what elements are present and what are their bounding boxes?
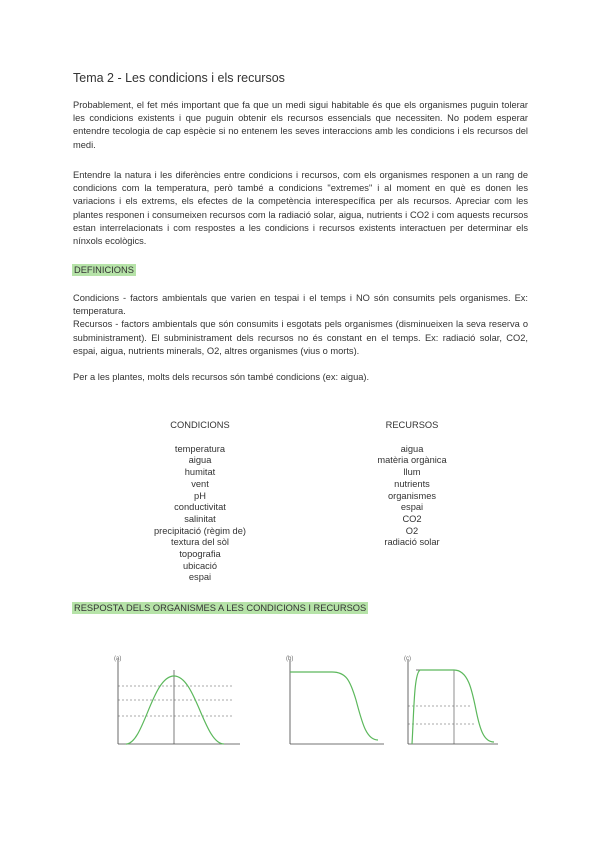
recurs-item: espai xyxy=(400,502,424,513)
condicio-item: vent xyxy=(191,478,209,489)
intro-text-1: Probablement, el fet més important que fa que un medi sigui habitable és que els organismes puguin tolerar les condicions existents i que puguin obtenir els recursos essencials que necessiten. No podem esperar entendre tecologia de cap espècie si no entenem les seves interaccions amb les condicions i els recursos del medi. xyxy=(73,100,528,150)
graph3-curve xyxy=(412,670,494,744)
recurs-item: radiació solar xyxy=(384,537,440,548)
condicions-column xyxy=(140,420,260,584)
graph-bell-curve xyxy=(114,656,240,744)
graph2-y-label: (b) xyxy=(286,656,294,662)
recurs-item: O2 xyxy=(405,525,419,536)
page-title: Tema 2 - Les condicions i els recursos xyxy=(73,71,285,85)
intro-paragraph-2 xyxy=(73,169,528,248)
definition-condicions: Condicions - factors ambientals que varien en tespai i el temps i NO són consumits pels organismes. Ex: temperatura. xyxy=(73,293,528,317)
graph-plateau-curve xyxy=(404,656,498,744)
definitions-block xyxy=(73,292,528,384)
response-graphs xyxy=(112,650,502,760)
condicio-item: topografia xyxy=(179,549,221,560)
condicio-item: salinitat xyxy=(184,513,216,524)
recursos-header: RECURSOS xyxy=(385,420,439,430)
condicio-item: precipitació (règim de) xyxy=(154,525,246,536)
recursos-list xyxy=(352,444,472,549)
graph3-y-label: (c) xyxy=(404,656,411,662)
recurs-item: matèria orgànica xyxy=(377,455,447,466)
definition-plantes: Per a les plantes, molts dels recursos són també condicions (ex: aigua). xyxy=(73,372,370,383)
intro-paragraph-1 xyxy=(73,99,528,152)
recursos-column xyxy=(352,420,472,549)
recurs-item: aigua xyxy=(400,443,424,454)
condicio-item: temperatura xyxy=(174,443,226,454)
recurs-item: organismes xyxy=(387,490,437,501)
definition-recursos: Recursos - factors ambientals que són consumits i esgotats pels organismes (disminueixen la seva reserva o subministrament). El subministrament dels recursos no és constant en el temps. Ex: radiació solar, CO2, espai, aigua, nutrients minerals, O2, altres organismes (vius o morts). xyxy=(73,319,528,356)
condicio-item: textura del sòl xyxy=(171,537,229,548)
intro-text-2: Entendre la natura i les diferències entre condicions i recursos, com els organismes responen a un rang de condicions com la temperatura, però també a condicions "extremes" i al moment en què es donen les variacions i els extrems, els efectes de la competència interespecífica per als recursos. Apreciar com les plantes responen i consumeixen recursos com la radiació solar, aigua, nutrients i CO2 i com aquests recursos estan interrelacionats i com respostes a les condicions i recursos existents interactuen per determinar els nínxols ecològics. xyxy=(73,170,528,247)
section-heading-resposta: RESPOSTA DELS ORGANISMES A LES CONDICIONS I RECURSOS xyxy=(74,603,367,613)
recurs-item: CO2 xyxy=(402,513,422,524)
condicio-item: humitat xyxy=(184,467,216,478)
condicions-list xyxy=(140,444,260,584)
condicio-item: ubicació xyxy=(182,560,218,571)
condicio-item: aigua xyxy=(188,455,212,466)
graph1-y-label: (a) xyxy=(114,656,122,662)
condicio-item: espai xyxy=(188,572,212,583)
condicions-header: CONDICIONS xyxy=(170,420,230,430)
condicio-item: pH xyxy=(194,490,206,501)
response-graphs-svg xyxy=(112,650,502,760)
recurs-item: nutrients xyxy=(394,478,430,489)
graph-decreasing-curve xyxy=(286,656,384,744)
section-heading-definicions: DEFINICIONS xyxy=(74,265,134,275)
recurs-item: llum xyxy=(403,467,421,478)
condicio-item: conductivitat xyxy=(174,502,226,513)
graph2-curve xyxy=(290,672,378,740)
